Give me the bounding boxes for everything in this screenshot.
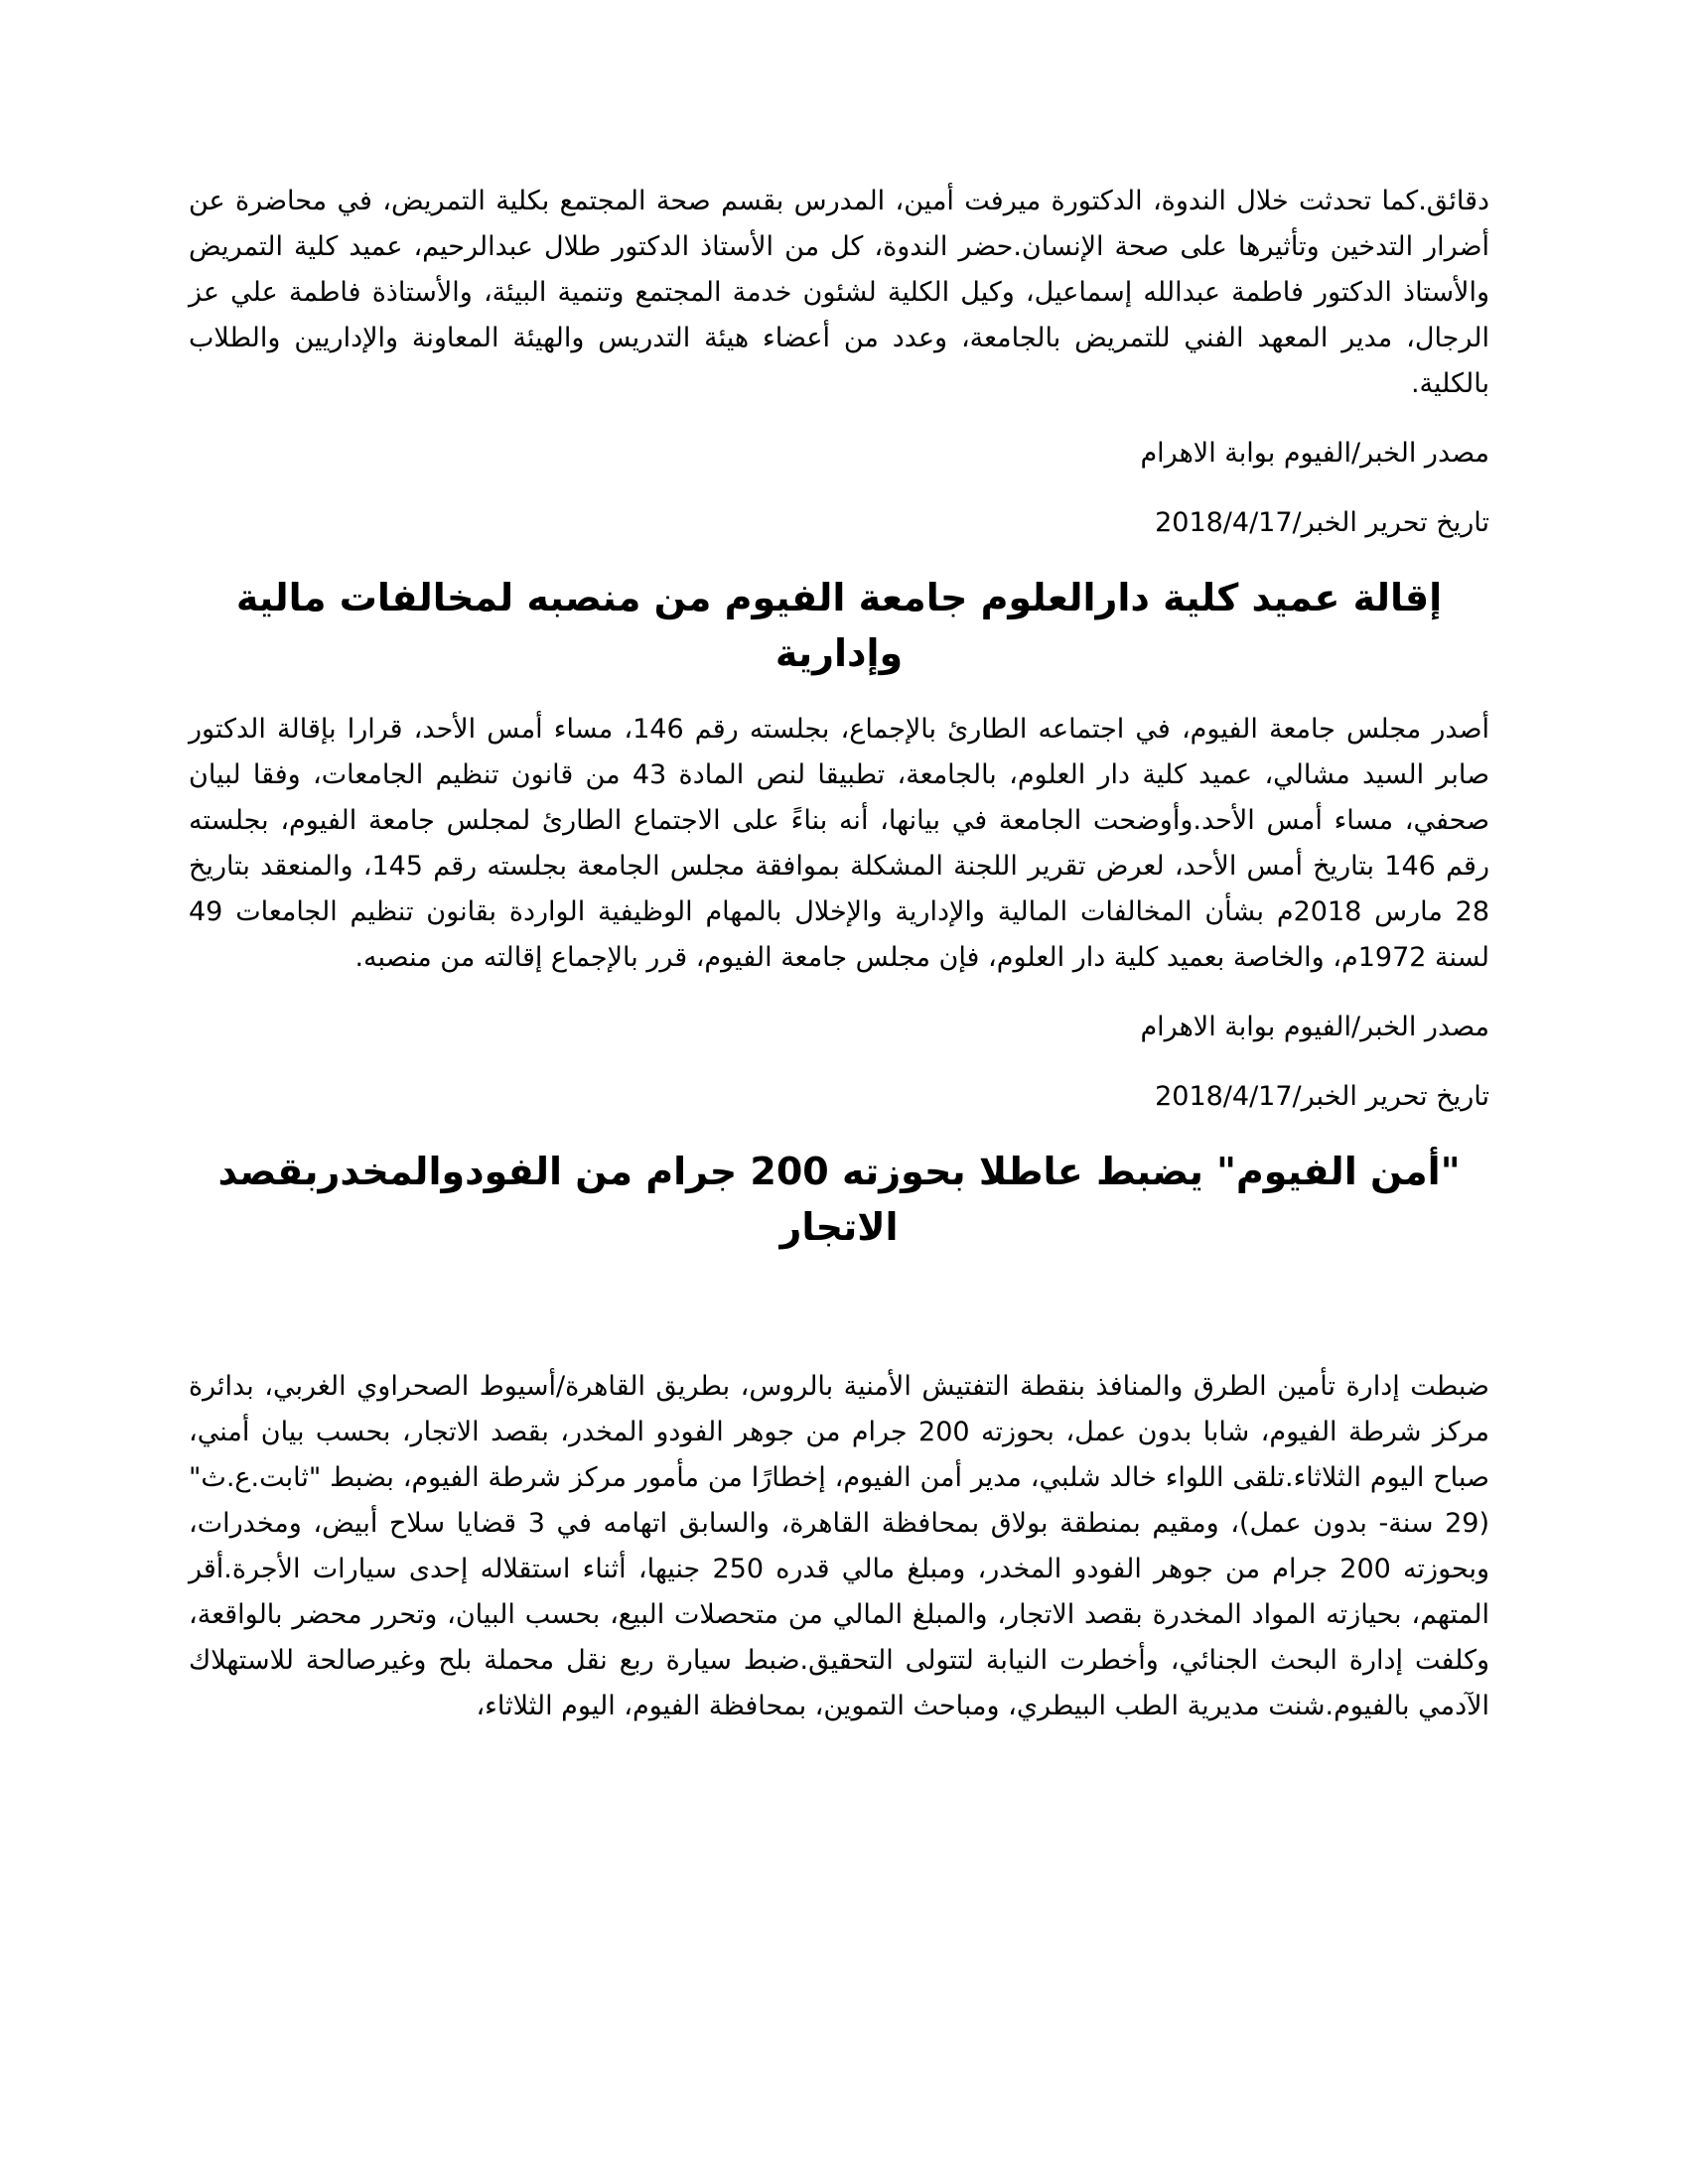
article-body: أصدر مجلس جامعة الفيوم، في اجتماعه الطارئ بالإجماع، بجلسته رقم 146، مساء أمس الأحد، قرارا بإقالة الدكتور صابر السيد مشالي، عميد كلية دار العلوم، بالجامعة، تطبيقا لنص المادة 43 من قانون تنظيم الجامعات، وفقا لبيان صحفي، مساء أمس الأحد.وأوضحت الجامعة في بيانها، أنه بناءً على الاجتماع الطارئ لمجلس جامعة الفيوم، بجلسته رقم 146 بتاريخ أمس الأحد، لعرض تقرير اللجنة المشكلة بموافقة مجلس الجامعة بجلسته رقم 145، والمنعقد بتاريخ 28 مارس 2018م بشأن المخالفات المالية والإدارية والإخلال بالمهام الوظيفية الواردة بقانون تنظيم الجامعات 49 لسنة 1972م، والخاصة بعميد كلية دار العلوم، فإن مجلس جامعة الفيوم، قرر بالإجماع إقالته من منصبه. bbox=[189, 714, 1490, 973]
document-page bbox=[189, 179, 1489, 1753]
news-date: تاريخ تحرير الخبر/2018/4/17 bbox=[1155, 1081, 1489, 1112]
intro-paragraph: دقائق.كما تحدثت خلال الندوة، الدكتورة ميرفت أمين، المدرس بقسم صحة المجتمع بكلية التمريض، في محاضرة عن أضرار التدخين وتأثيرها على صحة الإنسان.حضر الندوة، كل من الأستاذ الدكتور طلال عبدالرحيم، عميد كلية التمريض والأستاذ الدكتور فاطمة عبدالله إسماعيل، وكيل الكلية لشئون خدمة المجتمع وتنمية البيئة، والأستاذة فاطمة علي عز الرجال، مدير المعهد الفني للتمريض بالجامعة، وعدد من أعضاء هيئة التدريس والهيئة المعاونة والإداريين والطلاب بالكلية. bbox=[189, 186, 1489, 399]
news-source: مصدر الخبر/الفيوم بوابة الاهرام bbox=[1140, 1012, 1489, 1042]
news-source: مصدر الخبر/الفيوم بوابة الاهرام bbox=[1140, 438, 1489, 469]
article-body: ضبطت إدارة تأمين الطرق والمنافذ بنقطة التفتيش الأمنية بالروس، بطريق القاهرة/أسيوط الصحراوي الغربي، بدائرة مركز شرطة الفيوم، شابا بدون عمل، بحوزته 200 جرام من جوهر الفودو المخدر، بقصد الاتجار، بحسب بيان أمني، صباح اليوم الثلاثاء.تلقى اللواء خالد شلبي، مدير أمن الفيوم، إخطارًا من مأمور مركز شرطة الفيوم، بضبط "ثابت.ع.ث" (29 سنة- بدون عمل)، ومقيم بمنطقة بولاق بمحافظة القاهرة، والسابق اتهامه في 3 قضايا سلاح أبيض، ومخدرات، وبحوزته 200 جرام من جوهر الفودو المخدر، ومبلغ مالي قدره 250 جنيها، أثناء استقلاله إحدى سيارات الأجرة.أقر المتهم، بحيازته المواد المخدرة بقصد الاتجار، والمبلغ المالي من متحصلات البيع، بحسب البيان، وتحرر محضر بالواقعة، وكلفت إدارة البحث الجنائي، وأخطرت النيابة لتتولى التحقيق.ضبط سيارة ربع نقل محملة بلح وغيرصالحة للاستهلاك الآدمي بالفيوم.شنت مديرية الطب البيطري، ومباحث التموين، بمحافظة الفيوم، اليوم الثلاثاء، bbox=[189, 1371, 1490, 1721]
article-title: إقالة عميد كلية دارالعلوم جامعة الفيوم من منصبه لمخالفات مالية وإدارية bbox=[235, 576, 1443, 675]
article-title: "أمن الفيوم" يضبط عاطلا بحوزته 200 جرام من الفودوالمخدربقصد الاتجار bbox=[217, 1150, 1461, 1249]
news-date: تاريخ تحرير الخبر/2018/4/17 bbox=[1155, 507, 1489, 538]
